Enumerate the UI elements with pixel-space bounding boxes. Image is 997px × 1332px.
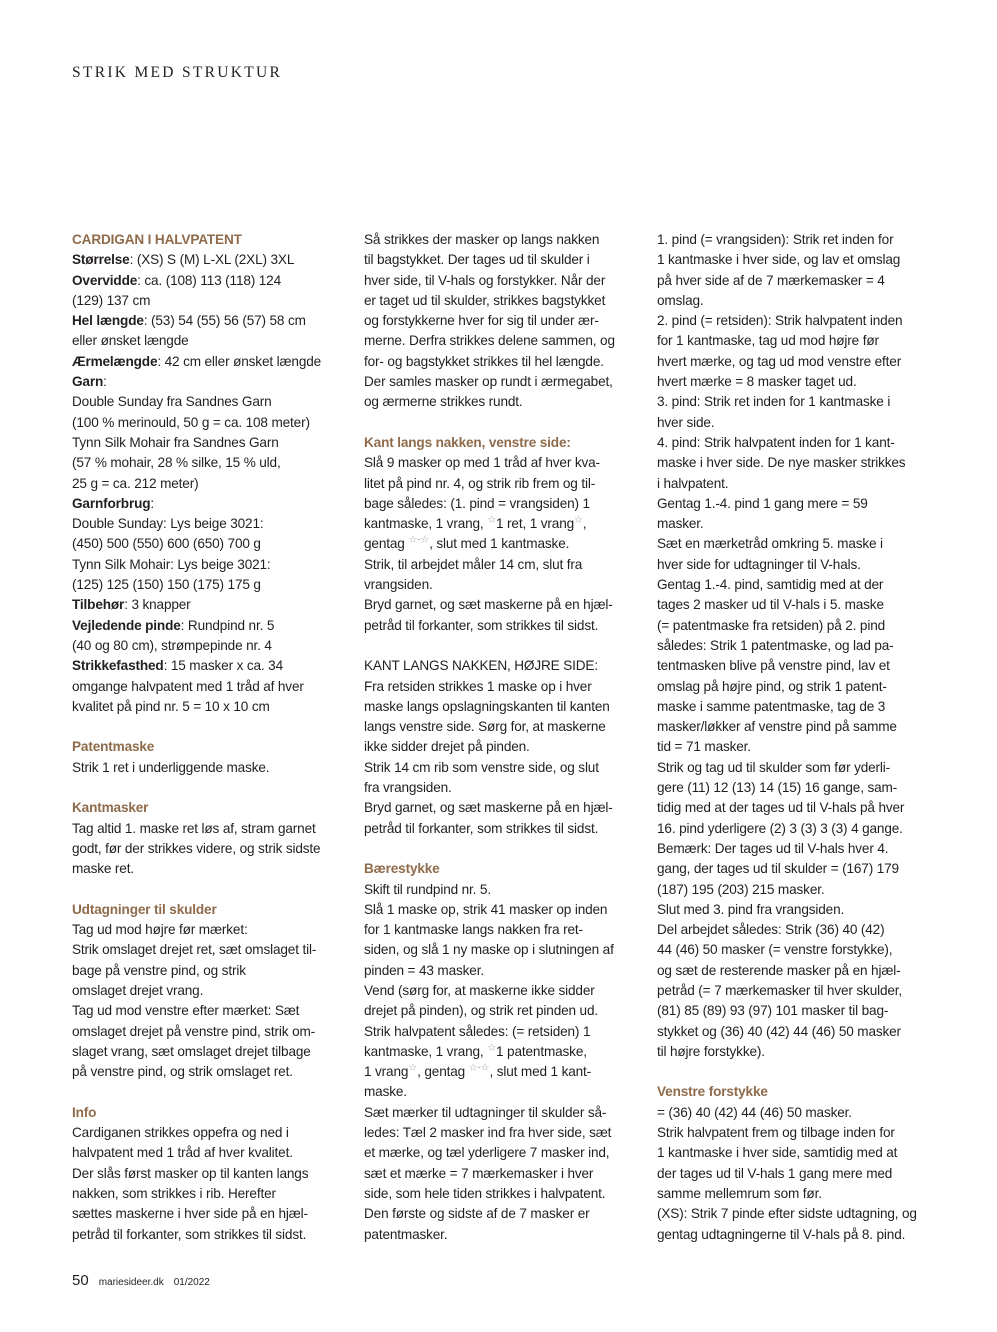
consumption-colon: :	[150, 495, 155, 511]
star-icon: ☆	[574, 514, 583, 526]
accessories-value: : 3 knapper	[124, 597, 191, 613]
increase-heading: Udtagninger til skulder	[72, 901, 217, 917]
consumption-text: Double Sunday: Lys beige 3021:	[72, 516, 264, 532]
patent-text: Strik 1 ret i underliggende maske.	[72, 759, 270, 775]
instruction-text: på hver side af de 7 mærkemasker = 4	[657, 272, 885, 288]
instruction-text: Strik og tag ud til skulder som før yderli-	[657, 759, 891, 775]
info-text: nakken, som strikkes i rib. Herefter	[72, 1185, 276, 1201]
increase-text: slaget vrang, sæt omslaget drejet tilbage	[72, 1043, 311, 1059]
instruction-text: omslag.	[657, 292, 704, 308]
yoke-text: siden, og slå 1 ny maske op i slutningen af	[364, 942, 614, 958]
instruction-text: (187) 195 (203) 215 masker.	[657, 881, 825, 897]
right-edge-text: petråd til forkanter, som strikkes til sidst.	[364, 820, 599, 836]
instruction-text: (= patentmaske fra retsiden) på 2. pind	[657, 617, 886, 633]
left-edge-text: litet på pind nr. 4, og strik rib frem og til-	[364, 475, 596, 491]
instruction-text: Sæt en mærketråd omkring 5. maske i	[657, 536, 883, 552]
instruction-text: maske i samme patentmaske, tag de 3	[657, 698, 886, 714]
instruction-text: petråd (= 7 mærkemasker til hver skulder,	[657, 982, 903, 998]
info-heading: Info	[72, 1104, 97, 1120]
info-text: halvpatent med 1 tråd af hver kvalitet.	[72, 1145, 293, 1161]
yoke-text: et mærke, og tæl yderligere 7 masker ind,	[364, 1145, 610, 1161]
info-text: petråd til forkanter, som strikkes til sidst.	[72, 1226, 307, 1242]
instruction-text: tid = 71 masker.	[657, 739, 751, 755]
length-line	[72, 311, 347, 331]
yoke-text: sæt et mærke = 7 mærkemasker i hver	[364, 1165, 594, 1181]
left-front-heading: Venstre forstykke	[657, 1084, 768, 1100]
right-edge-text: langs venstre side. Sørg for, at maskerne	[364, 719, 606, 735]
increase-text: på venstre pind, og strik omslaget ret.	[72, 1064, 293, 1080]
left-edge-text: Bryd garnet, og sæt maskerne på en hjæl-	[364, 597, 613, 613]
yarn-text: 25 g = ca. 212 meter)	[72, 475, 199, 491]
needles-value: : Rundpind nr. 5	[180, 617, 275, 633]
column-2	[364, 230, 639, 1245]
page-number: 50	[72, 1272, 89, 1289]
size-line	[72, 250, 347, 270]
right-edge-text: Fra retsiden strikkes 1 maske op i hver	[364, 678, 592, 694]
right-edge-heading: KANT LANGS NAKKEN, HØJRE SIDE:	[364, 658, 598, 674]
length-value: : (53) 54 (55) 56 (57) 58 cm	[143, 313, 306, 329]
increase-text: omslaget drejet vrang.	[72, 982, 204, 998]
left-edge-text: Strik, til arbejdet måler 14 cm, slut fra	[364, 556, 583, 572]
yoke-heading: Bærestykke	[364, 861, 440, 877]
yarn-text: Tynn Silk Mohair fra Sandnes Garn	[72, 434, 279, 450]
info-text: Der slås først masker op til kanten langs	[72, 1165, 309, 1181]
star-icon: ☆	[408, 1062, 418, 1074]
instruction-text: 3. pind: Strik ret inden for 1 kantmaske i	[657, 394, 891, 410]
yoke-text: maske.	[364, 1084, 407, 1100]
yarn-text: Double Sunday fra Sandnes Garn	[72, 394, 272, 410]
yoke-text-repeat: 1 vrang☆, gentag ☆-☆, slut med 1 kant-	[364, 1062, 592, 1080]
instruction-text: for 1 kantmaske, tag ud mod højre før	[657, 333, 879, 349]
yoke-text: Vend (sørg for, at maskerne ikke sidder	[364, 982, 595, 998]
gauge-text: kvalitet på pind nr. 5 = 10 x 10 cm	[72, 698, 270, 714]
instruction-text: i halvpatent.	[657, 475, 729, 491]
yoke-text: for 1 kantmaske langs nakken fra ret-	[364, 922, 583, 938]
star-icon: ☆	[487, 1042, 497, 1054]
column-3	[657, 230, 932, 1245]
left-edge-heading: Kant langs nakken, venstre side:	[364, 434, 571, 450]
length-label: Hel længde	[72, 313, 144, 329]
instruction-text: 1 kantmaske i hver side, og lav et omslag	[657, 252, 901, 268]
increase-text: Strik omslaget drejet ret, sæt omslaget til-	[72, 942, 317, 958]
length-line-2: eller ønsket længde	[72, 333, 189, 349]
issue-number: 01/2022	[173, 1277, 210, 1288]
page-footer	[72, 1272, 210, 1289]
gauge-value: : 15 masker x ca. 34	[163, 658, 283, 674]
sleeve-value: : 42 cm eller ønsket længde	[157, 353, 322, 369]
intro-text: og forstykkerne hver for sig til under ær-	[364, 313, 599, 329]
instruction-text: 1. pind (= vrangsiden): Strik ret inden for	[657, 232, 894, 247]
intro-text: Så strikkes der masker op langs nakken	[364, 232, 600, 247]
size-label: Størrelse	[72, 252, 130, 268]
consumption-text: (450) 500 (550) 600 (650) 700 g	[72, 536, 261, 552]
info-text: Cardiganen strikkes oppefra og ned i	[72, 1125, 289, 1141]
sleeve-line	[72, 352, 347, 372]
left-front-text: = (36) 40 (42) 44 (46) 50 masker.	[657, 1104, 852, 1120]
instruction-text: hver side for udtagninger til V-hals.	[657, 556, 861, 572]
instruction-text: maske i hver side. De nye masker strikkes	[657, 455, 906, 471]
right-edge-text: maske langs opslagningskanten til kanten	[364, 698, 610, 714]
right-edge-text: ikke sidder drejet på pinden.	[364, 739, 530, 755]
width-label: Overvidde	[72, 272, 138, 288]
instruction-text: masker.	[657, 516, 704, 532]
left-front-text: gentag udtagningerne til V-hals på 8. pind.	[657, 1226, 906, 1242]
yoke-text: Strik halvpatent således: (= retsiden) 1	[364, 1023, 591, 1039]
intro-text: og ærmerne strikkes rundt.	[364, 394, 523, 410]
instruction-text: hvert mærke = 8 masker taget ud.	[657, 374, 857, 390]
info-text: sættes maskerne i hver side på en hjæl-	[72, 1206, 308, 1222]
instruction-text: hver side.	[657, 414, 715, 430]
yoke-text: ledes: Tæl 2 masker ind fra hver side, sæt	[364, 1125, 612, 1141]
left-front-text: Strik halvpatent frem og tilbage inden for	[657, 1125, 895, 1141]
yoke-text: side, som hele tiden strikkes i halvpatent.	[364, 1185, 606, 1201]
instruction-text: Gentag 1.-4. pind 1 gang mere = 59	[657, 495, 868, 511]
accessories-label: Tilbehør	[72, 597, 125, 613]
star-icon: ☆	[487, 514, 497, 526]
intro-text: er taget ud til skulder, strikkes bagstykket	[364, 292, 606, 308]
consumption-line	[72, 494, 347, 514]
needles-label: Vejledende pinde	[72, 617, 181, 633]
width-line-2: (129) 137 cm	[72, 292, 151, 308]
consumption-label: Garnforbrug	[72, 495, 151, 511]
right-edge-text: Bryd garnet, og sæt maskerne på en hjæl-	[364, 800, 613, 816]
yoke-text: Den første og sidste af de 7 masker er	[364, 1206, 590, 1222]
column-1	[72, 230, 347, 1245]
star-pair-icon: ☆-☆	[408, 534, 430, 546]
yarn-colon: :	[103, 374, 107, 390]
magazine-section-header: STRIK MED STRUKTUR	[72, 64, 283, 81]
instruction-text: Gentag 1.-4. pind, samtidig med at der	[657, 577, 884, 593]
instruction-text: således: Strik 1 patentmaske, og lad pa-	[657, 637, 894, 653]
intro-text: for- og bagstykket strikkes til hel længde.	[364, 353, 604, 369]
patent-heading: Patentmaske	[72, 739, 155, 755]
left-front-text: (XS): Strik 7 pinde efter sidste udtagning, og	[657, 1206, 917, 1222]
gauge-text: omgange halvpatent med 1 tråd af hver	[72, 678, 304, 694]
size-value: : (XS) S (M) L-XL (2XL) 3XL	[129, 252, 295, 268]
instruction-text: stykket og (36) 40 (42) 44 (46) 50 masker	[657, 1023, 901, 1039]
left-edge-text: Slå 9 masker op med 1 tråd af hver kva-	[364, 455, 600, 471]
instruction-text: gere (11) 12 (13) 14 (15) 16 gange, sam-	[657, 780, 898, 796]
instruction-text: 44 (46) 50 masker (= venstre forstykke),	[657, 942, 893, 958]
yoke-text: drejet på pinden), og strik ret pinden ud.	[364, 1003, 599, 1019]
instruction-text: Del arbejdet således: Strik (36) 40 (42)	[657, 922, 885, 938]
star-pair-icon: ☆-☆	[468, 1062, 490, 1074]
intro-text: til bagstykket. Der tages ud til skulder i	[364, 252, 590, 268]
yarn-text: (100 % merinould, 50 g = ca. 108 meter)	[72, 414, 310, 430]
instruction-text: omslag på højre pind, og strik 1 patent-	[657, 678, 887, 694]
instruction-text: 16. pind yderligere (2) 3 (3) 3 (3) 4 gange.	[657, 820, 903, 836]
yoke-text: pinden = 43 masker.	[364, 962, 484, 978]
yoke-text: Slå 1 maske op, strik 41 masker op inden	[364, 901, 608, 917]
edge-text: godt, før der strikkes videre, og strik sidste	[72, 840, 321, 856]
intro-text: hver side, til V-hals og forstykker. Når der	[364, 272, 606, 288]
consumption-text: (125) 125 (150) 150 (175) 175 g	[72, 577, 261, 593]
yoke-text-stars: kantmaske, 1 vrang, ☆1 patentmaske,	[364, 1042, 587, 1059]
left-edge-text: petråd til forkanter, som strikkes til sidst.	[364, 617, 599, 633]
intro-text: merne. Derfra strikkes delene sammen, og	[364, 333, 615, 349]
yoke-text: patentmasker.	[364, 1226, 448, 1242]
site-name: mariesideer.dk	[98, 1277, 164, 1288]
intro-text: Der samles masker op rundt i ærmegabet,	[364, 374, 613, 390]
edge-text: Tag altid 1. maske ret løs af, stram garnet	[72, 820, 316, 836]
width-value: : ca. (108) 113 (118) 124	[137, 272, 281, 288]
instruction-text: Slut med 3. pind fra vrangsiden.	[657, 901, 845, 917]
yoke-text: Skift til rundpind nr. 5.	[364, 881, 491, 897]
yarn-text: (57 % mohair, 28 % silke, 15 % uld,	[72, 455, 281, 471]
increase-text: Tag ud mod højre før mærket:	[72, 922, 248, 938]
instruction-text: og sæt de resterende masker på en hjæl-	[657, 962, 901, 978]
left-edge-text: bage således: (1. pind = vrangsiden) 1	[364, 495, 590, 511]
yarn-line	[72, 372, 347, 392]
instruction-text: gang, der tages ud til skulder = (167) 179	[657, 861, 899, 877]
yoke-text: Sæt mærker til udtagninger til skulder så-	[364, 1104, 607, 1120]
pattern-title: CARDIGAN I HALVPATENT	[72, 232, 242, 247]
gauge-line	[72, 656, 347, 676]
instruction-text: masker/løkker af venstre pind på samme	[657, 719, 897, 735]
left-edge-text-repeat: gentag ☆-☆, slut med 1 kantmaske.	[364, 534, 570, 552]
right-edge-text: Strik 14 cm rib som venstre side, og slut	[364, 759, 599, 775]
instruction-text: til højre forstykke).	[657, 1043, 765, 1059]
left-edge-text: vrangsiden.	[364, 577, 433, 593]
left-edge-text-stars: kantmaske, 1 vrang, ☆1 ret, 1 vrang☆,	[364, 514, 587, 532]
gauge-label: Strikkefasthed	[72, 658, 164, 674]
instruction-text: 2. pind (= retsiden): Strik halvpatent inden	[657, 313, 903, 329]
left-front-text: der tages ud til V-hals 1 gang mere med	[657, 1165, 893, 1181]
increase-text: omslaget drejet på venstre pind, strik om-	[72, 1023, 316, 1039]
left-front-text: samme mellemrum som før.	[657, 1185, 822, 1201]
instruction-text: 4. pind: Strik halvpatent inden for 1 kant-	[657, 434, 895, 450]
consumption-text: Tynn Silk Mohair: Lys beige 3021:	[72, 556, 271, 572]
instruction-text: tages 2 masker ud til V-hals i 5. maske	[657, 597, 884, 613]
accessories-line	[72, 595, 347, 615]
instruction-text: Bemærk: Der tages ud til V-hals hver 4.	[657, 840, 889, 856]
left-front-text: 1 kantmaske i hver side, samtidig med at	[657, 1145, 898, 1161]
edge-heading: Kantmasker	[72, 800, 149, 816]
instruction-text: tentmasken blive på venstre pind, lav et	[657, 658, 890, 674]
width-line	[72, 271, 347, 291]
sleeve-label: Ærmelængde	[72, 353, 158, 369]
needles-line	[72, 616, 347, 636]
instruction-text: tidig med at der tages ud til V-hals på hver	[657, 800, 905, 816]
instruction-text: (81) 85 (89) 93 (97) 101 masker til bag-	[657, 1003, 889, 1019]
yarn-label: Garn	[72, 374, 104, 390]
increase-text: Tag ud mod venstre efter mærket: Sæt	[72, 1003, 300, 1019]
edge-text: maske ret.	[72, 861, 134, 877]
right-edge-text: fra vrangsiden.	[364, 780, 452, 796]
needles-line-2: (40 og 80 cm), strømpepinde nr. 4	[72, 637, 272, 653]
instruction-text: hvert mærke, og tag ud mod venstre efter	[657, 353, 902, 369]
increase-text: bage på venstre pind, og strik	[72, 962, 246, 978]
